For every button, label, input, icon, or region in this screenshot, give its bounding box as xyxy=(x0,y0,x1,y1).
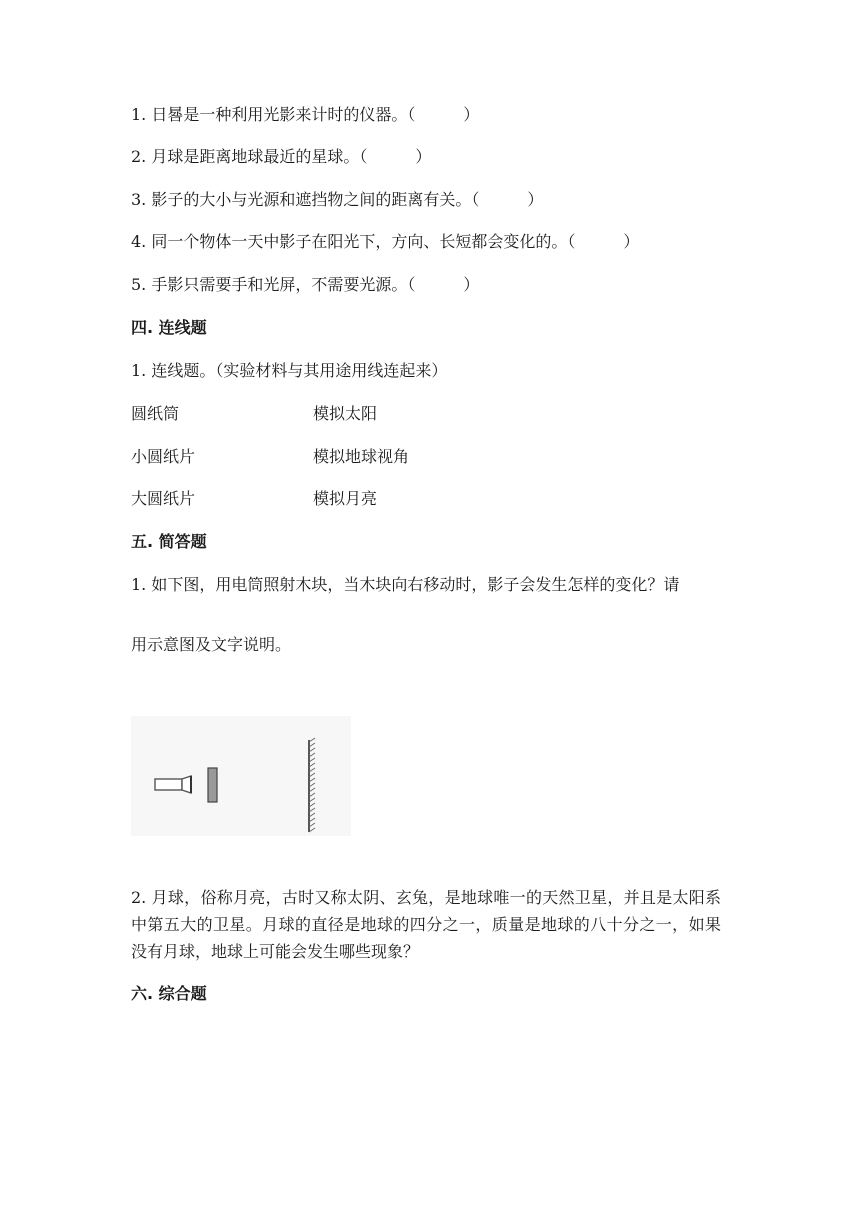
section-title-short-answer: 五. 简答题 xyxy=(131,532,207,551)
judgement-item-1: 1. 日晷是一种利用光影来计时的仪器。（ ） xyxy=(131,105,480,124)
matching-right-3: 模拟月亮 xyxy=(313,489,378,508)
section-title-comprehensive: 六. 综合题 xyxy=(131,984,207,1003)
flashlight-block-screen-figure xyxy=(131,716,351,836)
judgement-item-4: 4. 同一个物体一天中影子在阳光下，方向、长短都会变化的。（ ） xyxy=(131,232,640,251)
matching-left-3: 大圆纸片 xyxy=(131,489,196,508)
judgement-item-2: 2. 月球是距离地球最近的星球。（ ） xyxy=(131,147,432,166)
matching-question: 1. 连线题。（实验材料与其用途用线连起来） xyxy=(131,361,448,380)
short-answer-q2: 2. 月球，俗称月亮，古时又称太阴、玄兔，是地球唯一的天然卫星，并且是太阳系中第五大的卫星。月球的直径是地球的四分之一，质量是地球的八十分之一，如果没有月球，地球上可能会发生哪些现象？ xyxy=(131,888,721,961)
matching-left-2: 小圆纸片 xyxy=(131,447,196,466)
short-answer-q1-line1: 1. 如下图，用电筒照射木块，当木块向右移动时，影子会发生怎样的变化？请 xyxy=(131,575,680,594)
flashlight-icon xyxy=(155,776,191,793)
matching-right-2: 模拟地球视角 xyxy=(313,447,410,466)
screen-icon xyxy=(309,738,315,832)
matching-left-1: 圆纸筒 xyxy=(131,404,180,423)
judgement-item-5: 5. 手影只需要手和光屏，不需要光源。（ ） xyxy=(131,275,480,294)
judgement-item-3: 3. 影子的大小与光源和遮挡物之间的距离有关。（ ） xyxy=(131,190,544,209)
short-answer-q1-line2: 用示意图及文字说明。 xyxy=(131,635,292,654)
wooden-block-icon xyxy=(208,768,217,802)
matching-right-1: 模拟太阳 xyxy=(313,404,378,423)
section-title-matching: 四. 连线题 xyxy=(131,318,207,337)
flashlight-block-screen-diagram xyxy=(131,716,351,836)
